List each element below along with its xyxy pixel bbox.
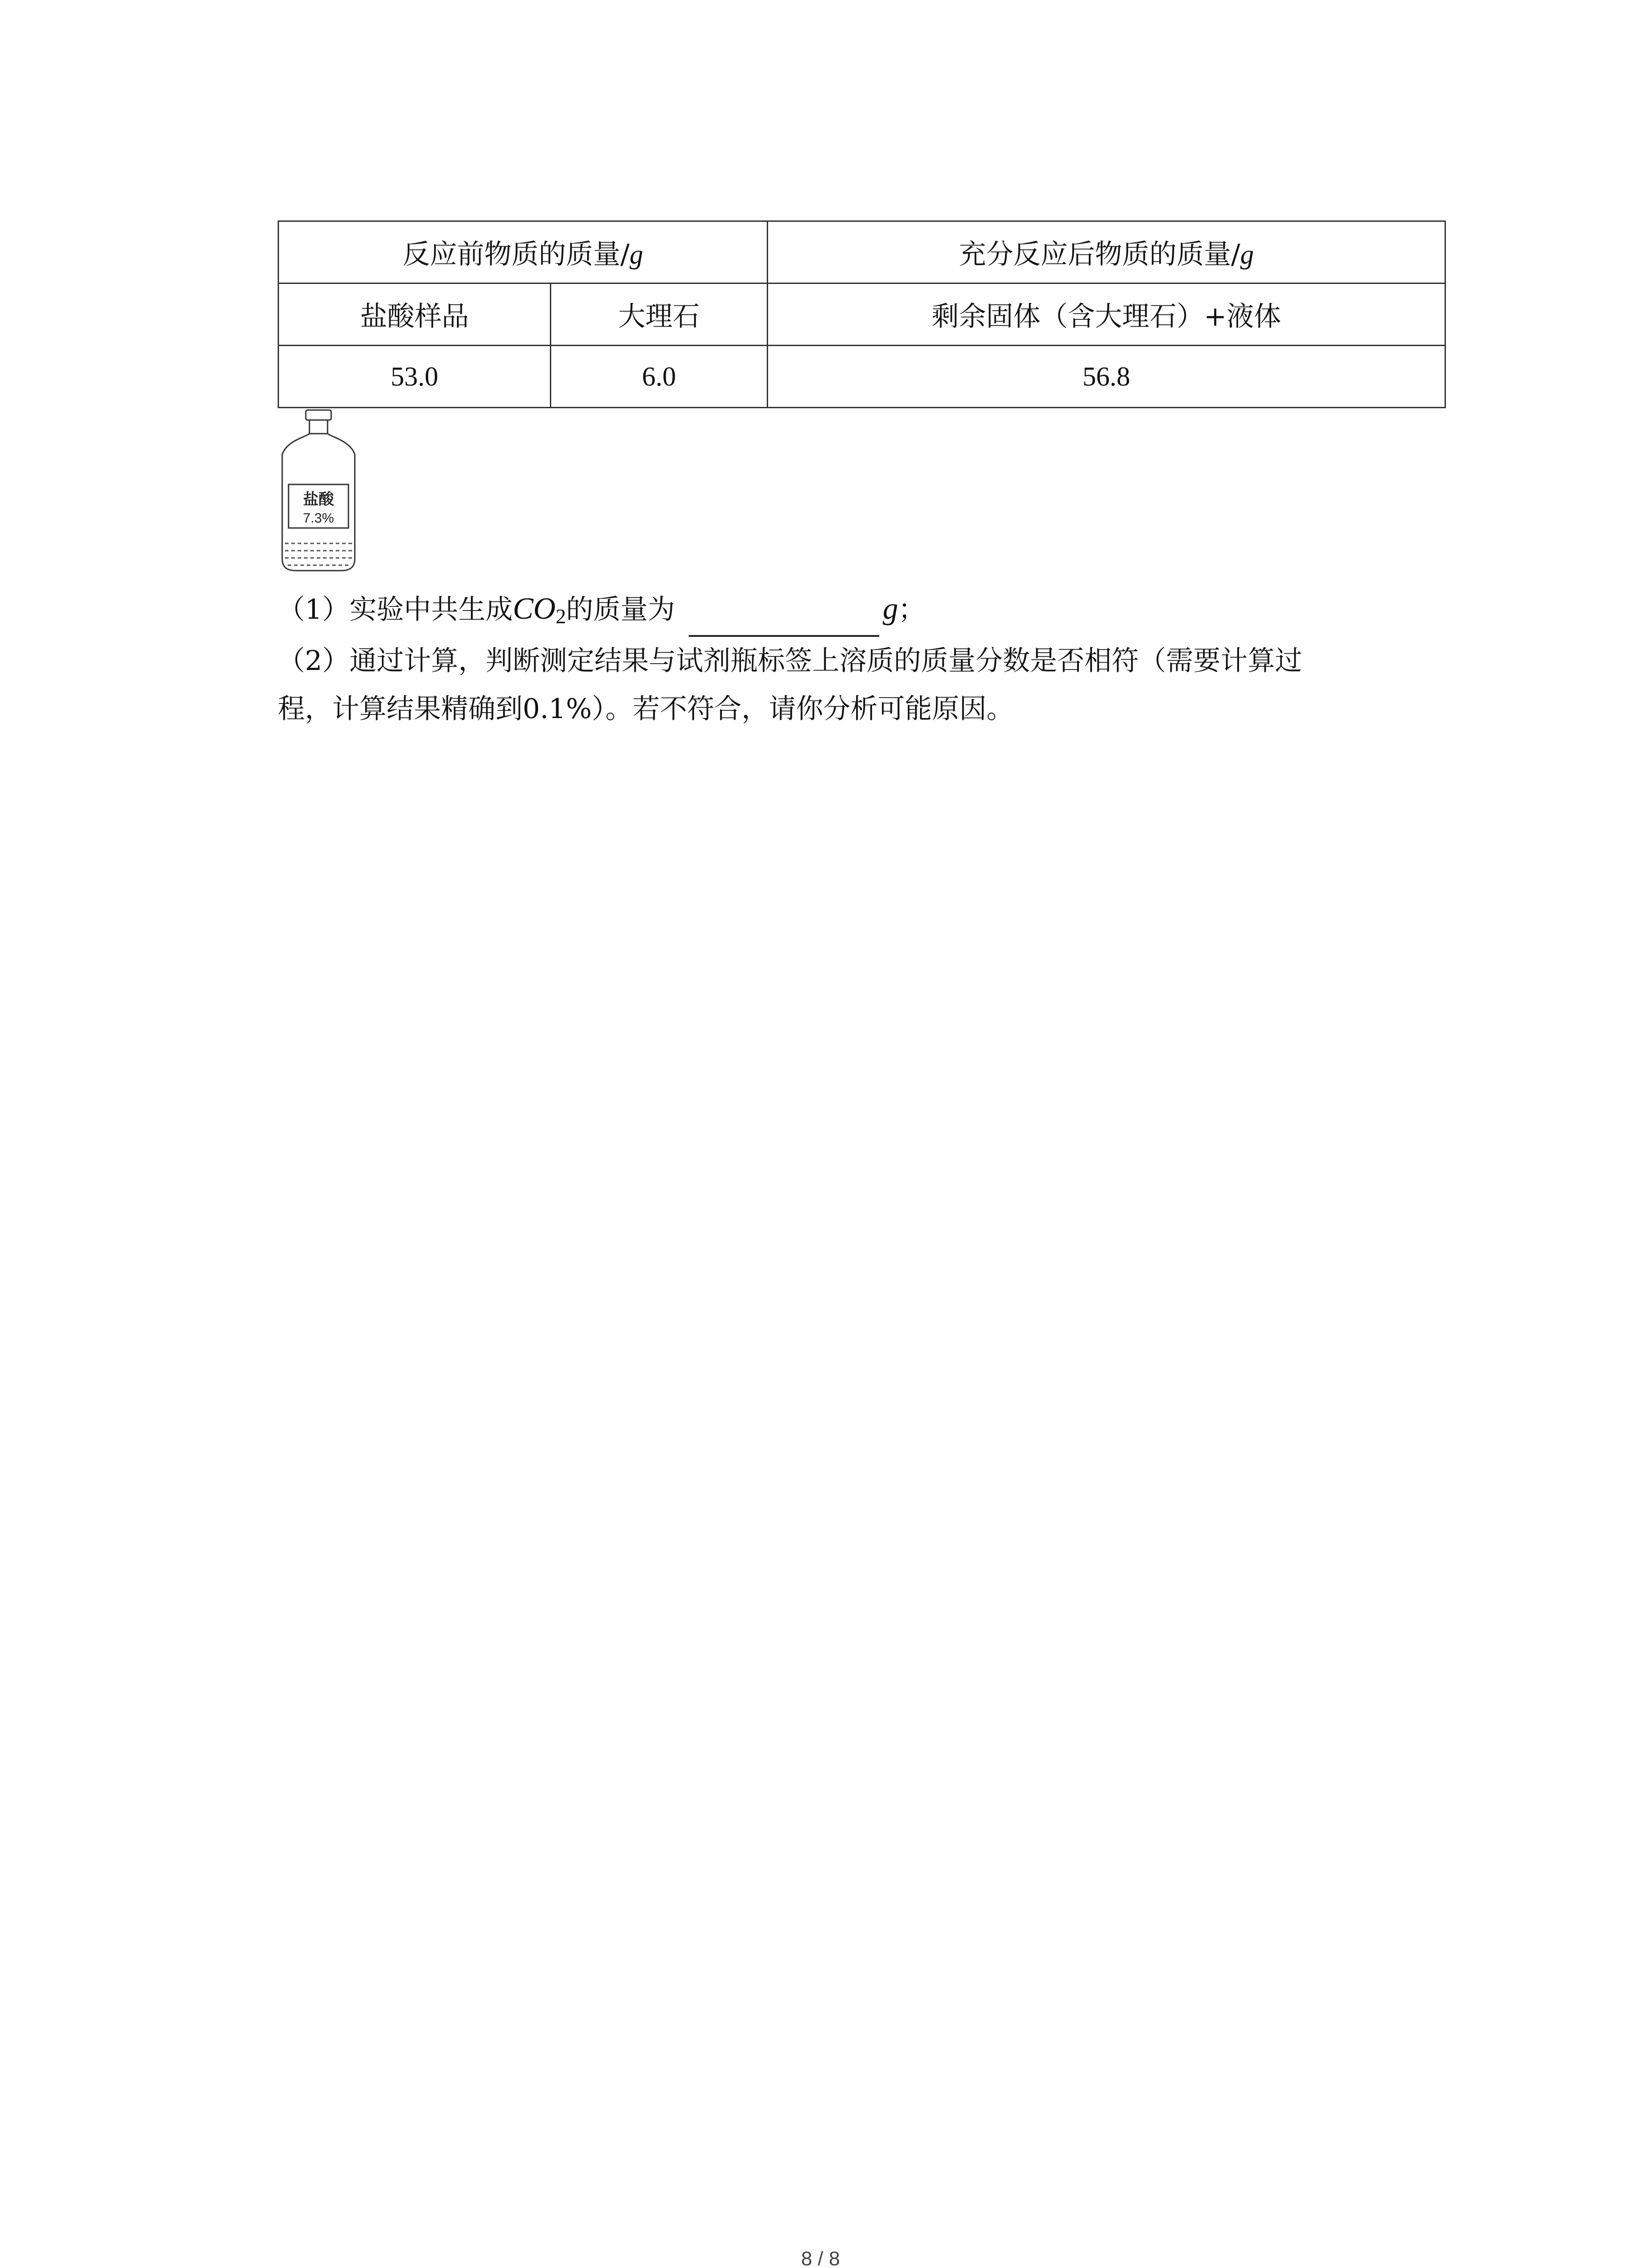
header-after-reaction <box>768 221 1445 284</box>
value-hcl-sample: 53.0 <box>279 346 551 408</box>
q1-unit: g <box>882 591 898 626</box>
subheader-marble: 大理石 <box>551 284 768 346</box>
value-remaining: 56.8 <box>768 346 1445 408</box>
co2-main: CO <box>513 591 556 626</box>
table-row <box>279 346 1445 408</box>
answer-blank[interactable] <box>689 603 879 637</box>
bottle-label-concentration: 7.3% <box>303 511 334 526</box>
q1-prefix: （1）实验中共生成 <box>278 594 513 626</box>
experiment-data-table <box>278 220 1446 408</box>
question-2-line-1: （2）通过计算，判断测定结果与试剂瓶标签上溶质的质量分数是否相符（需要计算过 <box>278 645 1303 677</box>
co2-subscript: 2 <box>555 605 566 628</box>
header-before-label: 反应前物质的质量/ <box>402 239 630 270</box>
reagent-bottle-figure <box>278 409 359 572</box>
co2-formula <box>513 591 566 626</box>
table-subheader-row <box>279 284 1445 346</box>
header-before-unit: g <box>629 240 643 269</box>
value-marble: 6.0 <box>551 346 768 408</box>
page-number: 8 / 8 <box>801 2248 840 2268</box>
question-2-line-2: 程，计算结果精确到0.1%）。若不符合，请你分析可能原因。 <box>278 693 1014 725</box>
header-after-unit: g <box>1240 240 1254 269</box>
header-after-label: 充分反应后物质的质量/ <box>959 239 1240 270</box>
table-header-row <box>279 221 1445 284</box>
subheader-hcl-sample: 盐酸样品 <box>279 284 551 346</box>
q1-suffix: 的质量为 <box>566 594 675 626</box>
q1-end: ； <box>898 594 926 626</box>
bottle-label-name: 盐酸 <box>303 490 334 508</box>
subheader-remaining: 剩余固体（含大理石）+液体 <box>768 284 1445 346</box>
question-1 <box>278 588 926 637</box>
header-before-reaction <box>279 221 768 284</box>
